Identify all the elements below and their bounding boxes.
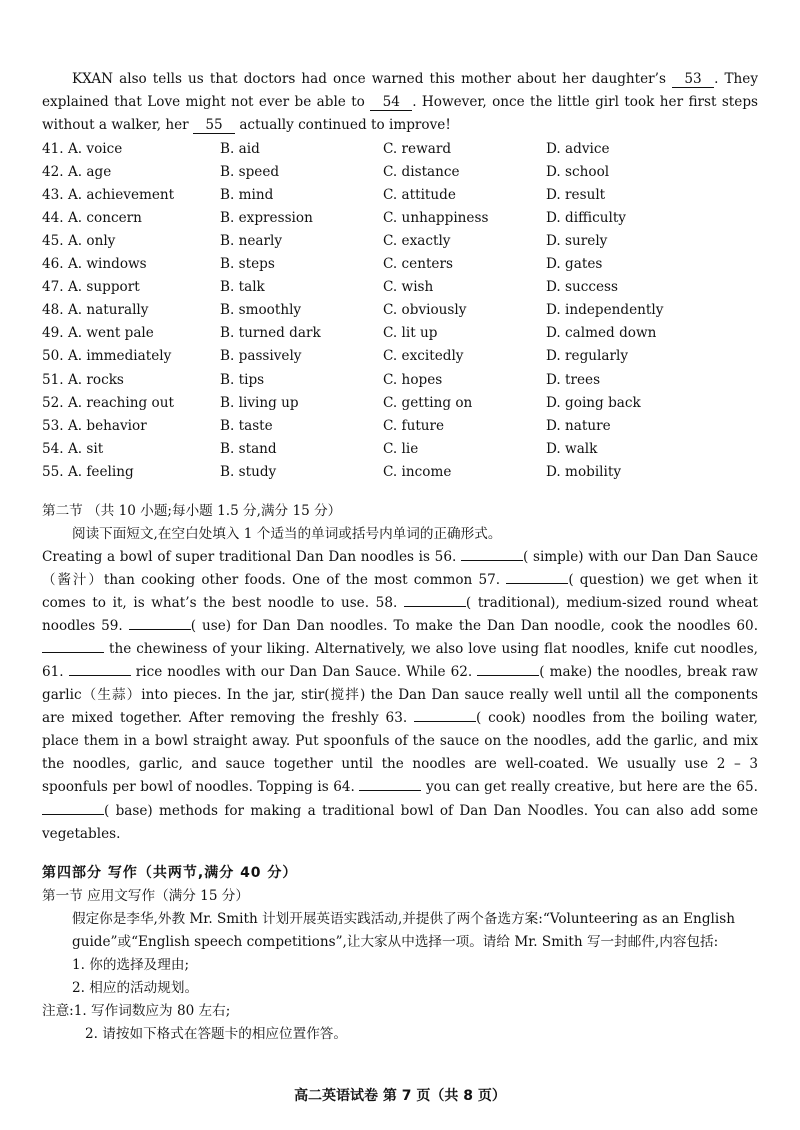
option-row: 55. A. feeling B. study C. income D. mobility bbox=[42, 463, 622, 480]
note-2: 2. 请按如下格式在答题卡的相应位置作答。 bbox=[85, 1025, 347, 1042]
blank-65 bbox=[42, 802, 104, 815]
blank-60 bbox=[42, 640, 104, 653]
writing-prompt: 假定你是李华,外教 Mr. Smith 计划开展英语实践活动,并提供了两个备选方案:“Volunteering as an English guide”或“English speech competitions”,让大家从中选择一项。请给 Mr. Smith 写一封邮件,内容包括: bbox=[72, 910, 735, 950]
blank-57 bbox=[506, 571, 568, 584]
page-footer: 高二英语试卷 第 7 页（共 8 页） bbox=[294, 1088, 506, 1104]
option-row: 50. A. immediately B. passively C. excitedly D. regularly bbox=[42, 348, 629, 365]
blank-54: 54 bbox=[370, 94, 412, 111]
blank-59 bbox=[129, 617, 191, 630]
blank-58 bbox=[404, 594, 466, 607]
part4-subheading: 第一节 应用文写作（满分 15 分） bbox=[42, 887, 249, 904]
prompt-item-2: 2. 相应的活动规划。 bbox=[72, 979, 199, 996]
option-row: 43. A. achievement B. mind C. attitude D. result bbox=[42, 186, 606, 203]
option-row: 51. A. rocks B. tips C. hopes D. trees bbox=[42, 371, 601, 388]
blank-62 bbox=[477, 663, 539, 676]
option-row: 47. A. support B. talk C. wish D. success bbox=[42, 279, 619, 296]
option-row: 52. A. reaching out B. living up C. getting on D. going back bbox=[42, 394, 641, 411]
blank-55: 55 bbox=[193, 117, 235, 134]
option-row: 46. A. windows B. steps C. centers D. gates bbox=[42, 256, 603, 273]
option-row: 53. A. behavior B. taste C. future D. nature bbox=[42, 417, 611, 434]
option-row: 41. A. voice B. aid C. reward D. advice bbox=[42, 140, 610, 157]
option-row: 42. A. age B. speed C. distance D. school bbox=[42, 163, 610, 180]
option-row: 45. A. only B. nearly C. exactly D. surely bbox=[42, 232, 608, 249]
blank-53: 53 bbox=[672, 71, 714, 88]
option-row: 54. A. sit B. stand C. lie D. walk bbox=[42, 440, 598, 457]
answer-options bbox=[42, 138, 758, 484]
section2-instruction: 阅读下面短文,在空白处填入 1 个适当的单词或括号内单词的正确形式。 bbox=[72, 526, 502, 543]
exam-page bbox=[42, 68, 758, 1046]
option-row: 49. A. went pale B. turned dark C. lit up D. calmed down bbox=[42, 325, 657, 342]
option-row: 44. A. concern B. expression C. unhappiness D. difficulty bbox=[42, 209, 626, 226]
blank-63 bbox=[414, 709, 476, 722]
blank-61 bbox=[69, 663, 131, 676]
grammar-passage: Creating a bowl of super traditional Dan Dan noodles is 56. ( simple) with our Dan Dan Sauce （酱汁）than cooking other foods. One of the most common 57. ( question) we get when it comes to it, is what’s the best noodle to use. 58. ( traditional), medium-sized round wheat noodles 59. ( use) for Dan Dan noodles. To make the Dan Dan noodle, cook the noodles 60. the chewiness of your liking. Alternatively, we also love using flat noodles, knife cut noodles, 61. rice noodles with our Dan Dan Sauce. While 62. ( make) the noodles, break raw garlic（生蒜）into pieces. In the jar, stir(搅拌) the Dan Dan sauce really well until all the components are mixed together. After removing the freshly 63. ( cook) noodles from the boiling water, place them in a bowl straight away. Put spoonfuls of the sauce on the noodles, add the garlic, and mix the noodles, garlic, and sauce together until the noodles are well-coated. We usually use 2 – 3 spoonfuls per bowl of noodles. Topping is 64. you can get really creative, but here are the 65. ( base) methods for making a traditional bowl of Dan Dan Noodles. You can also add some vegetables. bbox=[42, 549, 759, 842]
note-1: 注意:1. 写作词数应为 80 左右; bbox=[42, 1002, 231, 1019]
blank-64 bbox=[359, 778, 421, 791]
section2-heading: 第二节 （共 10 小题;每小题 1.5 分,满分 15 分） bbox=[42, 503, 342, 520]
prompt-item-1: 1. 你的选择及理由; bbox=[72, 956, 190, 973]
blank-56 bbox=[461, 548, 523, 561]
option-row: 48. A. naturally B. smoothly C. obviously D. independently bbox=[42, 302, 664, 319]
part4-heading: 第四部分 写作（共两节,满分 40 分） bbox=[42, 864, 298, 881]
passage-ending: KXAN also tells us that doctors had once warned this mother about her daughter’s 53 . They explained that Love might not ever be able to 54 . However, once the little girl took her first steps without a walker, her 55 actually continued to improve! bbox=[42, 71, 758, 134]
